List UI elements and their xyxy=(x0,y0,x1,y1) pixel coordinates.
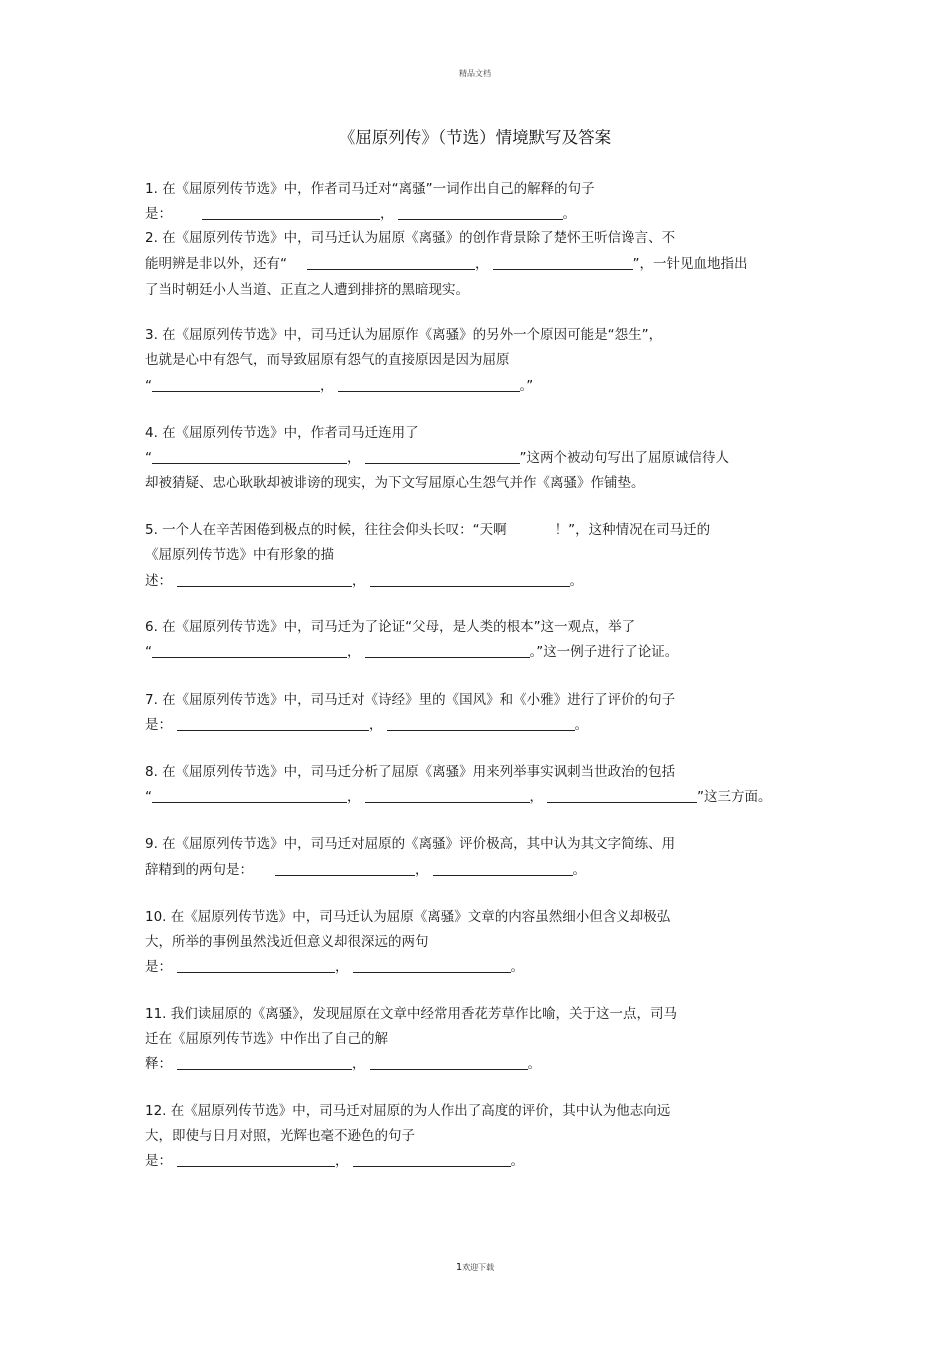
question-11-line-1: 11. 我们读屈原的《离骚》，发现屈原在文章中经常用香花芳草作比喻，关于这一点，司马 xyxy=(145,1006,678,1022)
answer-blank[interactable] xyxy=(177,958,335,973)
question-9-line-2: 辞精到的两句是： ， 。 xyxy=(145,862,586,878)
answer-blank[interactable] xyxy=(387,716,575,731)
answer-blank[interactable] xyxy=(152,788,347,803)
question-4-line-3: 却被猜疑、忠心耿耿却被诽谤的现实，为下文写屈原心生怨气并作《离骚》作铺垫。 xyxy=(145,475,645,491)
answer-blank[interactable] xyxy=(202,205,380,220)
answer-blank[interactable] xyxy=(177,1055,352,1070)
answer-blank[interactable] xyxy=(547,788,697,803)
question-4-line-1: 4. 在《屈原列传节选》中，作者司马迁连用了 xyxy=(145,425,419,441)
question-2-line-3: 了当时朝廷小人当道、正直之人遭到排挤的黑暗现实。 xyxy=(145,282,469,298)
question-10-line-2: 大，所举的事例虽然浅近但意义却很深远的两句 xyxy=(145,934,429,950)
page-number: 1 xyxy=(455,1262,463,1273)
question-12-line-1: 12. 在《屈原列传节选》中，司马迁对屈原的为人作出了高度的评价，其中认为他志向远 xyxy=(145,1103,671,1119)
answer-blank[interactable] xyxy=(152,643,347,658)
answer-blank[interactable] xyxy=(398,205,563,220)
question-1-line-1: 1. 在《屈原列传节选》中，作者司马迁对“离骚”一词作出自己的解释的句子 xyxy=(145,181,595,197)
answer-blank[interactable] xyxy=(177,572,352,587)
question-5-line-3: 述： ， 。 xyxy=(145,573,583,589)
answer-blank[interactable] xyxy=(353,1152,511,1167)
answer-blank[interactable] xyxy=(307,255,475,270)
page-title: 《屈原列传》（节选）情境默写及答案 xyxy=(338,128,612,147)
question-4-line-2: “ ， ”这两个被动句写出了屈原诚信待人 xyxy=(145,450,729,466)
question-5-line-2: 《屈原列传节选》中有形象的描 xyxy=(145,547,334,563)
question-12-line-2: 大，即使与日月对照，光辉也毫不逊色的句子 xyxy=(145,1128,415,1144)
page-header: 精品文档 xyxy=(459,69,491,78)
answer-blank[interactable] xyxy=(365,788,530,803)
question-9-line-1: 9. 在《屈原列传节选》中，司马迁对屈原的《离骚》评价极高，其中认为其文字简练、用 xyxy=(145,836,676,852)
answer-blank[interactable] xyxy=(152,377,320,392)
answer-blank[interactable] xyxy=(353,958,511,973)
answer-blank[interactable] xyxy=(275,861,415,876)
answer-blank[interactable] xyxy=(365,643,530,658)
answer-blank[interactable] xyxy=(365,449,520,464)
question-11-line-2: 迁在《屈原列传节选》中作出了自己的解 xyxy=(145,1031,388,1047)
page-footer xyxy=(0,1262,950,1273)
question-8-line-2: “ ， ， ”这三方面。 xyxy=(145,789,772,805)
question-6-line-1: 6. 在《屈原列传节选》中，司马迁为了论证“父母，是人类的根本”这一观点，举了 xyxy=(145,619,636,635)
answer-blank[interactable] xyxy=(370,572,570,587)
answer-blank[interactable] xyxy=(177,1152,335,1167)
question-1-line-2: 是： ， 。 xyxy=(145,206,576,222)
footer-text: 欢迎下载 xyxy=(462,1263,495,1272)
question-3-line-3: “ ， 。” xyxy=(145,378,534,394)
question-2-line-2: 能明辨是非以外，还有“ ， ”，一针见血地指出 xyxy=(145,256,748,272)
question-3-line-2: 也就是心中有怨气，而导致屈原有怨气的直接原因是因为屈原 xyxy=(145,352,510,368)
answer-blank[interactable] xyxy=(177,716,369,731)
question-5-line-1: 5. 一个人在辛苦困倦到极点的时候，往往会仰头长叹：“天啊 ！”，这种情况在司马迁的 xyxy=(145,522,711,538)
question-2-line-1: 2. 在《屈原列传节选》中，司马迁认为屈原《离骚》的创作背景除了楚怀王听信谗言、不 xyxy=(145,230,676,246)
answer-blank[interactable] xyxy=(493,255,633,270)
question-3-line-1: 3. 在《屈原列传节选》中，司马迁认为屈原作《离骚》的另外一个原因可能是“怨生”， xyxy=(145,327,663,343)
question-10-line-1: 10. 在《屈原列传节选》中，司马迁认为屈原《离骚》文章的内容虽然细小但含义却极弘 xyxy=(145,909,671,925)
answer-blank[interactable] xyxy=(433,861,573,876)
question-11-line-3: 释： ， 。 xyxy=(145,1056,541,1072)
question-10-line-3: 是： ， 。 xyxy=(145,959,524,975)
answer-blank[interactable] xyxy=(152,449,347,464)
question-7-line-1: 7. 在《屈原列传节选》中，司马迁对《诗经》里的《国风》和《小雅》进行了评价的句子 xyxy=(145,692,676,708)
question-8-line-1: 8. 在《屈原列传节选》中，司马迁分析了屈原《离骚》用来列举事实讽刺当世政治的包括 xyxy=(145,764,676,780)
question-6-line-2: “ ， 。”这一例子进行了论证。 xyxy=(145,644,679,660)
question-7-line-2: 是： ， 。 xyxy=(145,717,588,733)
answer-blank[interactable] xyxy=(370,1055,528,1070)
answer-blank[interactable] xyxy=(338,377,520,392)
question-12-line-3: 是： ， 。 xyxy=(145,1153,524,1169)
